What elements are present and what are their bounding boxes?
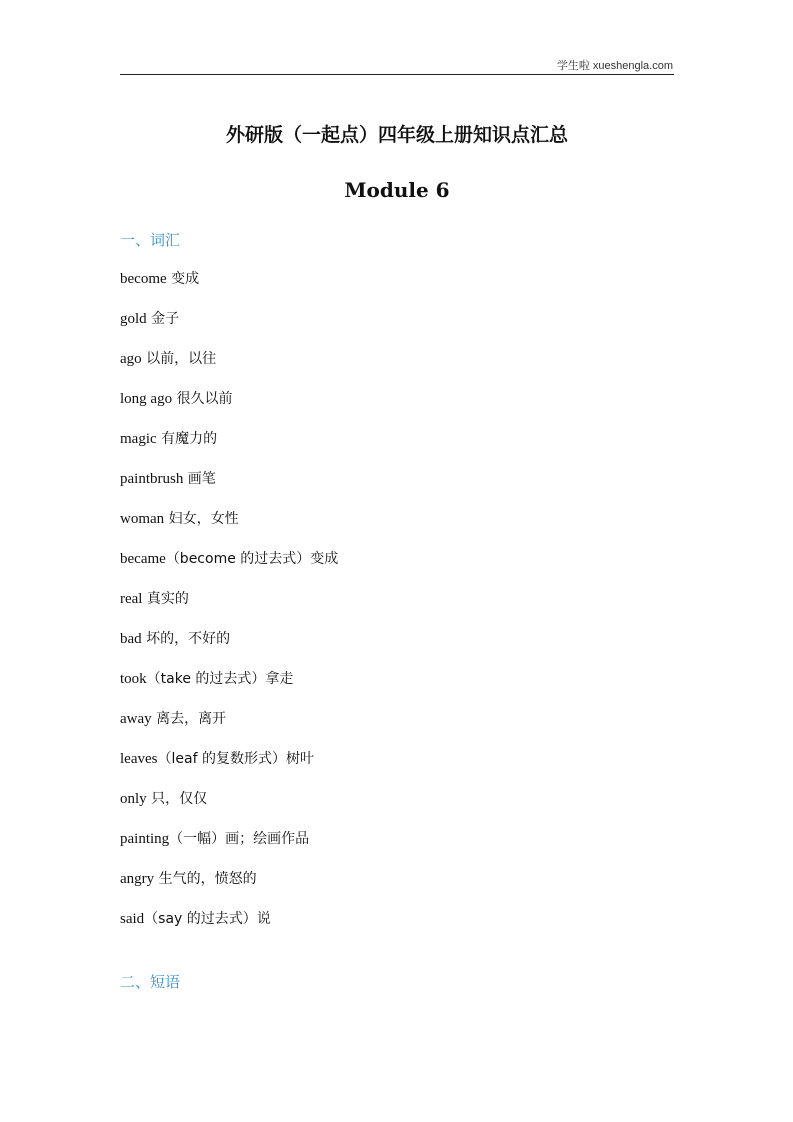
header-rule: [120, 74, 674, 75]
vocab-meaning: （一幅）画；绘画作品: [169, 831, 310, 847]
vocab-item: [120, 748, 338, 788]
vocab-meaning: 生气的，愤怒的: [154, 871, 257, 887]
vocab-word: magic: [120, 431, 157, 447]
vocab-item: [120, 348, 338, 388]
vocab-meaning: （take 的过去式）拿走: [146, 671, 294, 687]
vocab-meaning: 很久以前: [172, 391, 233, 407]
vocab-meaning: 变成: [166, 271, 200, 287]
vocab-item: [120, 388, 338, 428]
vocab-meaning: （leaf 的复数形式）树叶: [157, 751, 314, 767]
header-site-label: 学生啦 xueshengla.com: [556, 60, 673, 72]
vocab-meaning: 离去，离开: [151, 711, 227, 727]
vocab-item: [120, 668, 338, 708]
vocab-item: [120, 908, 338, 948]
section-heading-vocabulary: 一、词汇: [120, 231, 181, 249]
vocab-word: took: [120, 671, 147, 687]
vocab-item: [120, 628, 338, 668]
vocab-word: long ago: [120, 391, 173, 407]
vocab-meaning: （become 的过去式）变成: [165, 551, 339, 567]
vocab-word: woman: [120, 511, 165, 527]
vocab-word: only: [120, 791, 147, 807]
vocab-item: [120, 268, 338, 308]
vocab-meaning: 画笔: [183, 471, 216, 487]
vocab-item: [120, 708, 338, 748]
vocab-word: away: [120, 711, 152, 727]
vocab-item: [120, 788, 338, 828]
document-title: 外研版（一起点）四年级上册知识点汇总: [225, 124, 568, 146]
vocab-word: paintbrush: [120, 471, 184, 487]
vocab-meaning: 坏的，不好的: [141, 631, 231, 647]
vocab-item: [120, 588, 338, 628]
section-heading-phrases: 二、短语: [120, 973, 181, 991]
vocab-meaning: 只，仅仅: [146, 791, 208, 807]
vocab-item: [120, 468, 338, 508]
vocab-meaning: 有魔力的: [156, 431, 218, 447]
vocab-meaning: 真实的: [142, 591, 189, 607]
vocab-item: [120, 868, 338, 908]
vocab-word: gold: [120, 311, 147, 327]
vocab-item: [120, 828, 338, 868]
vocab-meaning: 以前，以往: [141, 351, 217, 367]
vocab-word: painting: [120, 831, 170, 847]
vocab-meaning: 金子: [146, 311, 180, 327]
vocab-word: leaves: [120, 751, 158, 767]
vocab-item: [120, 308, 338, 348]
vocab-item: [120, 428, 338, 468]
vocab-meaning: 妇女，女性: [164, 511, 239, 527]
vocab-word: said: [120, 911, 145, 927]
vocab-word: bad: [120, 631, 142, 647]
vocab-word: ago: [120, 351, 142, 367]
vocabulary-list: [120, 268, 338, 948]
vocab-word: become: [120, 271, 167, 287]
vocab-item: [120, 548, 338, 588]
module-title: Module 6: [344, 178, 450, 202]
vocab-meaning: （say 的过去式）说: [144, 911, 271, 927]
vocab-word: became: [120, 551, 166, 567]
vocab-word: angry: [120, 871, 155, 887]
vocab-word: real: [120, 591, 143, 607]
vocab-item: [120, 508, 338, 548]
